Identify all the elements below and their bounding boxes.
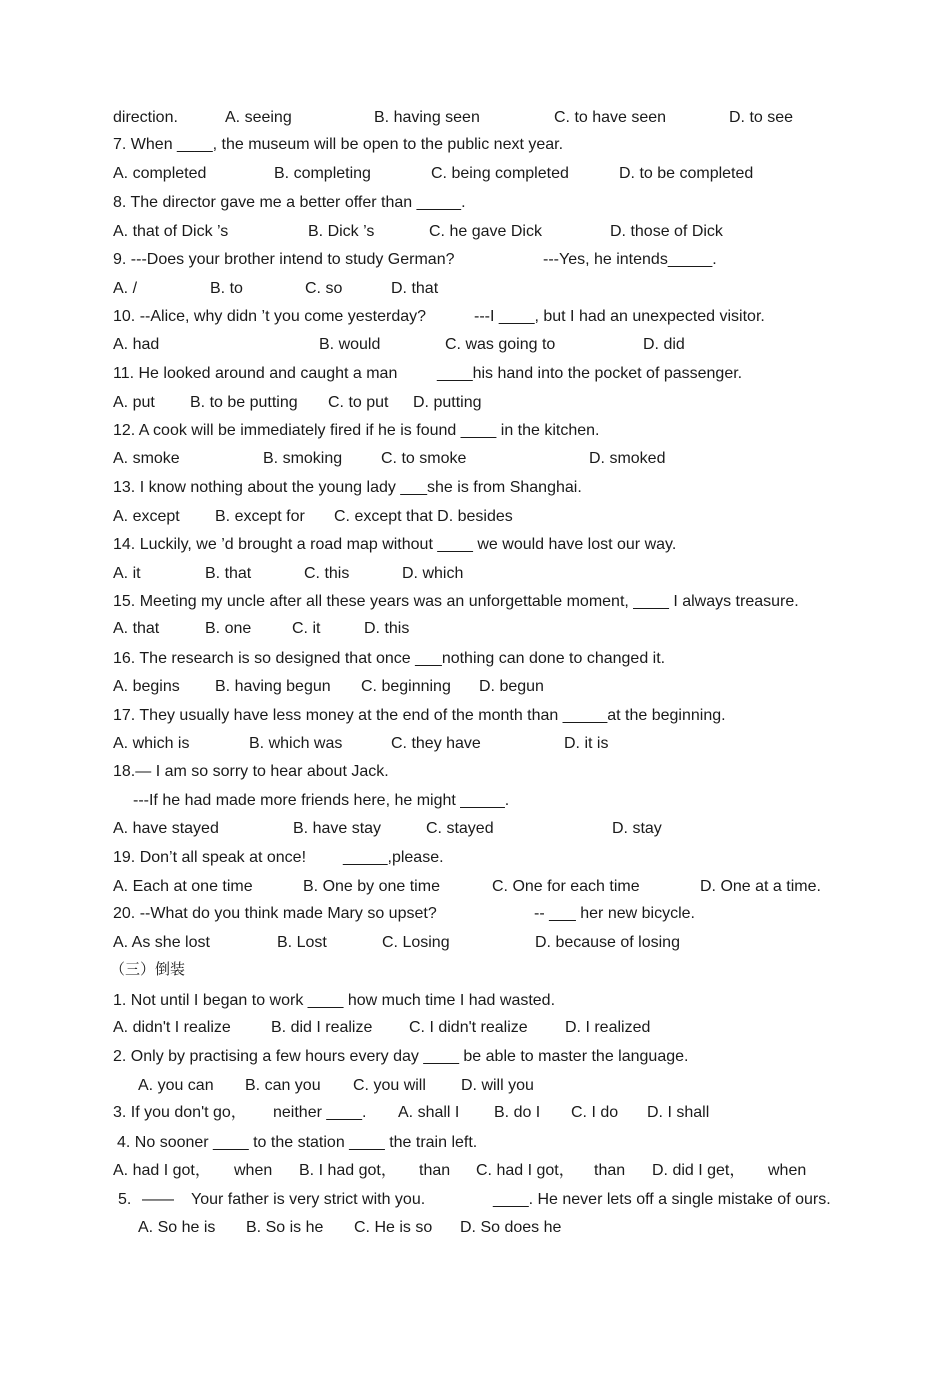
question-text-cont: ____his hand into the pocket of passenger. xyxy=(437,365,743,382)
option-a: A. begins xyxy=(113,678,180,695)
option-d: D. did I get， xyxy=(652,1162,746,1179)
option-b: B. which was xyxy=(249,735,343,752)
question-1 xyxy=(113,990,556,1012)
option-b-word: than xyxy=(419,1162,451,1179)
option-b: B. completing xyxy=(274,165,371,182)
option-d: D. One at a time. xyxy=(700,878,821,895)
answer-text: -- ___ her new bicycle. xyxy=(534,905,695,922)
option-a: A. shall I xyxy=(398,1104,460,1121)
question-text-cont: neither ____. xyxy=(273,1104,367,1121)
option-b: B. Dick ’s xyxy=(308,223,375,240)
option-c: C. to put xyxy=(328,394,389,411)
option-d: D. smoked xyxy=(589,450,666,467)
option-d: D. it is xyxy=(564,735,609,752)
question-18-reply xyxy=(113,790,510,812)
options-line xyxy=(113,448,666,470)
question-text: 17. They usually have less money at the end of the month than _____at the beginning. xyxy=(113,707,726,724)
option-b: B. smoking xyxy=(263,450,343,467)
dash-mark: —— xyxy=(142,1191,174,1208)
option-c-word: than xyxy=(594,1162,626,1179)
option-b: B. having begun xyxy=(215,678,331,695)
question-18 xyxy=(113,761,389,783)
section-title: （三）倒装 xyxy=(110,960,186,978)
question-text: ---If he had made more friends here, he might _____. xyxy=(133,792,510,809)
options-line xyxy=(113,1217,562,1239)
question-10 xyxy=(113,306,765,328)
question-text: 18.— I am so sorry to hear about Jack. xyxy=(113,763,389,780)
option-c: C. had I got， xyxy=(476,1162,575,1179)
option-a: A. So he is xyxy=(138,1219,216,1236)
question-text: 7. When ____, the museum will be open to the public next year. xyxy=(113,136,564,153)
options-line xyxy=(113,676,544,698)
question-8 xyxy=(113,192,466,214)
option-d: D. So does he xyxy=(460,1219,562,1236)
question-12 xyxy=(113,420,600,442)
question-text: 16. The research is so designed that once ___nothing can done to changed it. xyxy=(113,650,666,667)
option-c: C. you will xyxy=(353,1077,426,1094)
option-a: A. except xyxy=(113,508,180,525)
options-line xyxy=(113,563,464,585)
question-text: 1. Not until I began to work ____ how much time I had wasted. xyxy=(113,992,556,1009)
option-d: D. those of Dick xyxy=(610,223,723,240)
option-b: B. except for xyxy=(215,508,305,525)
option-c: C. was going to xyxy=(445,336,556,353)
option-d: D. this xyxy=(364,620,410,637)
option-d: D. begun xyxy=(479,678,544,695)
answer-text: ---I ____, but I had an unexpected visitor. xyxy=(474,308,765,325)
question-number: 5. xyxy=(118,1191,132,1208)
option-b: B. that xyxy=(205,565,252,582)
question-15 xyxy=(113,591,799,613)
option-b: B. one xyxy=(205,620,252,637)
options-line xyxy=(113,278,439,300)
option-b: B. So is he xyxy=(246,1219,324,1236)
option-d: D. to see xyxy=(729,109,794,126)
option-text: direction. xyxy=(113,109,178,126)
option-d: D. to be completed xyxy=(619,165,754,182)
question-16 xyxy=(113,648,666,670)
option-c: C. so xyxy=(305,280,343,297)
option-c: C. Losing xyxy=(382,934,450,951)
option-b: B. to xyxy=(210,280,243,297)
option-a: A. / xyxy=(113,280,138,297)
option-a: A. have stayed xyxy=(113,820,219,837)
option-a: A. which is xyxy=(113,735,190,752)
options-line xyxy=(113,221,723,243)
option-d-word: when xyxy=(768,1162,807,1179)
option-b: B. do I xyxy=(494,1104,541,1121)
option-a: A. had I got， xyxy=(113,1162,211,1179)
question-text: 9. ---Does your brother intend to study German? xyxy=(113,251,455,268)
options-line xyxy=(113,163,754,185)
question-text: 15. Meeting my uncle after all these years was an unforgettable moment, ____ I always treasure. xyxy=(113,593,799,610)
option-a: A. seeing xyxy=(225,109,292,126)
option-c: C. being completed xyxy=(431,165,569,182)
option-c: C. beginning xyxy=(361,678,451,695)
option-b: B. did I realize xyxy=(271,1019,373,1036)
question-text: 8. The director gave me a better offer than _____. xyxy=(113,194,466,211)
option-c-d: C. except that D. besides xyxy=(334,508,513,525)
question-text-cont: _____,please. xyxy=(343,849,444,866)
question-text: 14. Luckily, we ’d brought a road map without ____ we would have lost our way. xyxy=(113,536,677,553)
option-c: C. to smoke xyxy=(381,450,467,467)
option-b: B. Lost xyxy=(277,934,327,951)
option-d: D. stay xyxy=(612,820,662,837)
option-a: A. As she lost xyxy=(113,934,210,951)
option-b: B. having seen xyxy=(374,109,480,126)
question-14 xyxy=(113,534,677,556)
question-text: 2. Only by practising a few hours every day ____ be able to master the language. xyxy=(113,1048,689,1065)
option-c: C. He is so xyxy=(354,1219,433,1236)
question-text: 3. If you don't go， xyxy=(113,1104,247,1121)
option-a: A. didn't I realize xyxy=(113,1019,231,1036)
option-a-word: when xyxy=(234,1162,273,1179)
options-line xyxy=(113,107,794,129)
option-a: A. had xyxy=(113,336,160,353)
option-a: A. you can xyxy=(138,1077,214,1094)
option-d: D. I realized xyxy=(565,1019,651,1036)
option-b: B. to be putting xyxy=(190,394,298,411)
option-c: C. he gave Dick xyxy=(429,223,542,240)
option-a: A. that of Dick ’s xyxy=(113,223,229,240)
question-text: 4. No sooner ____ to the station ____ the train left. xyxy=(117,1134,478,1151)
option-c: C. I do xyxy=(571,1104,619,1121)
option-c: C. I didn't realize xyxy=(409,1019,528,1036)
section-heading xyxy=(110,958,186,980)
question-text: 10. --Alice, why didn ’t you come yesterday? xyxy=(113,308,427,325)
question-7 xyxy=(113,134,564,156)
question-17 xyxy=(113,705,726,727)
option-a: A. it xyxy=(113,565,141,582)
question-19 xyxy=(113,847,444,869)
options-line xyxy=(113,818,662,840)
options-line xyxy=(113,506,513,528)
question-text: 20. --What do you think made Mary so upset? xyxy=(113,905,437,922)
question-4 xyxy=(113,1132,478,1154)
options-line xyxy=(113,1017,651,1039)
option-d: D. putting xyxy=(413,394,482,411)
option-c: C. it xyxy=(292,620,321,637)
question-13 xyxy=(113,477,582,499)
option-c: C. this xyxy=(304,565,350,582)
option-a: A. that xyxy=(113,620,160,637)
question-text: 13. I know nothing about the young lady ___she is from Shanghai. xyxy=(113,479,582,496)
option-d: D. will you xyxy=(461,1077,534,1094)
question-2 xyxy=(113,1046,689,1068)
question-9 xyxy=(113,249,717,271)
question-3 xyxy=(113,1102,710,1124)
options-line xyxy=(113,334,685,356)
options-line xyxy=(113,876,821,898)
option-a: A. put xyxy=(113,394,155,411)
question-text: 12. A cook will be immediately fired if he is found ____ in the kitchen. xyxy=(113,422,600,439)
question-text: 11. He looked around and caught a man xyxy=(113,365,398,382)
option-b: B. have stay xyxy=(293,820,382,837)
option-b: B. can you xyxy=(245,1077,321,1094)
options-line xyxy=(113,1075,534,1097)
options-line xyxy=(113,932,680,954)
options-line xyxy=(113,618,410,640)
options-line xyxy=(113,733,609,755)
option-c: C. to have seen xyxy=(554,109,667,126)
answer-text: ____. He never lets off a single mistake of ours. xyxy=(493,1191,831,1208)
answer-text: ---Yes, he intends_____. xyxy=(543,251,717,268)
option-d: D. that xyxy=(391,280,439,297)
option-d: D. because of losing xyxy=(535,934,680,951)
options-line xyxy=(113,1160,807,1182)
option-b: B. One by one time xyxy=(303,878,440,895)
option-d: D. did xyxy=(643,336,685,353)
option-b: B. I had got， xyxy=(299,1162,397,1179)
question-20 xyxy=(113,903,695,925)
option-c: C. they have xyxy=(391,735,481,752)
option-d: D. which xyxy=(402,565,464,582)
question-text: 19. Don’t all speak at once! xyxy=(113,849,307,866)
option-c: C. One for each time xyxy=(492,878,640,895)
options-line xyxy=(113,392,482,414)
option-a: A. completed xyxy=(113,165,207,182)
question-text: Your father is very strict with you. xyxy=(191,1191,426,1208)
option-a: A. smoke xyxy=(113,450,180,467)
option-d: D. I shall xyxy=(647,1104,710,1121)
option-a: A. Each at one time xyxy=(113,878,253,895)
option-c: C. stayed xyxy=(426,820,494,837)
option-b: B. would xyxy=(319,336,381,353)
question-11 xyxy=(113,363,743,385)
question-5 xyxy=(113,1189,831,1211)
